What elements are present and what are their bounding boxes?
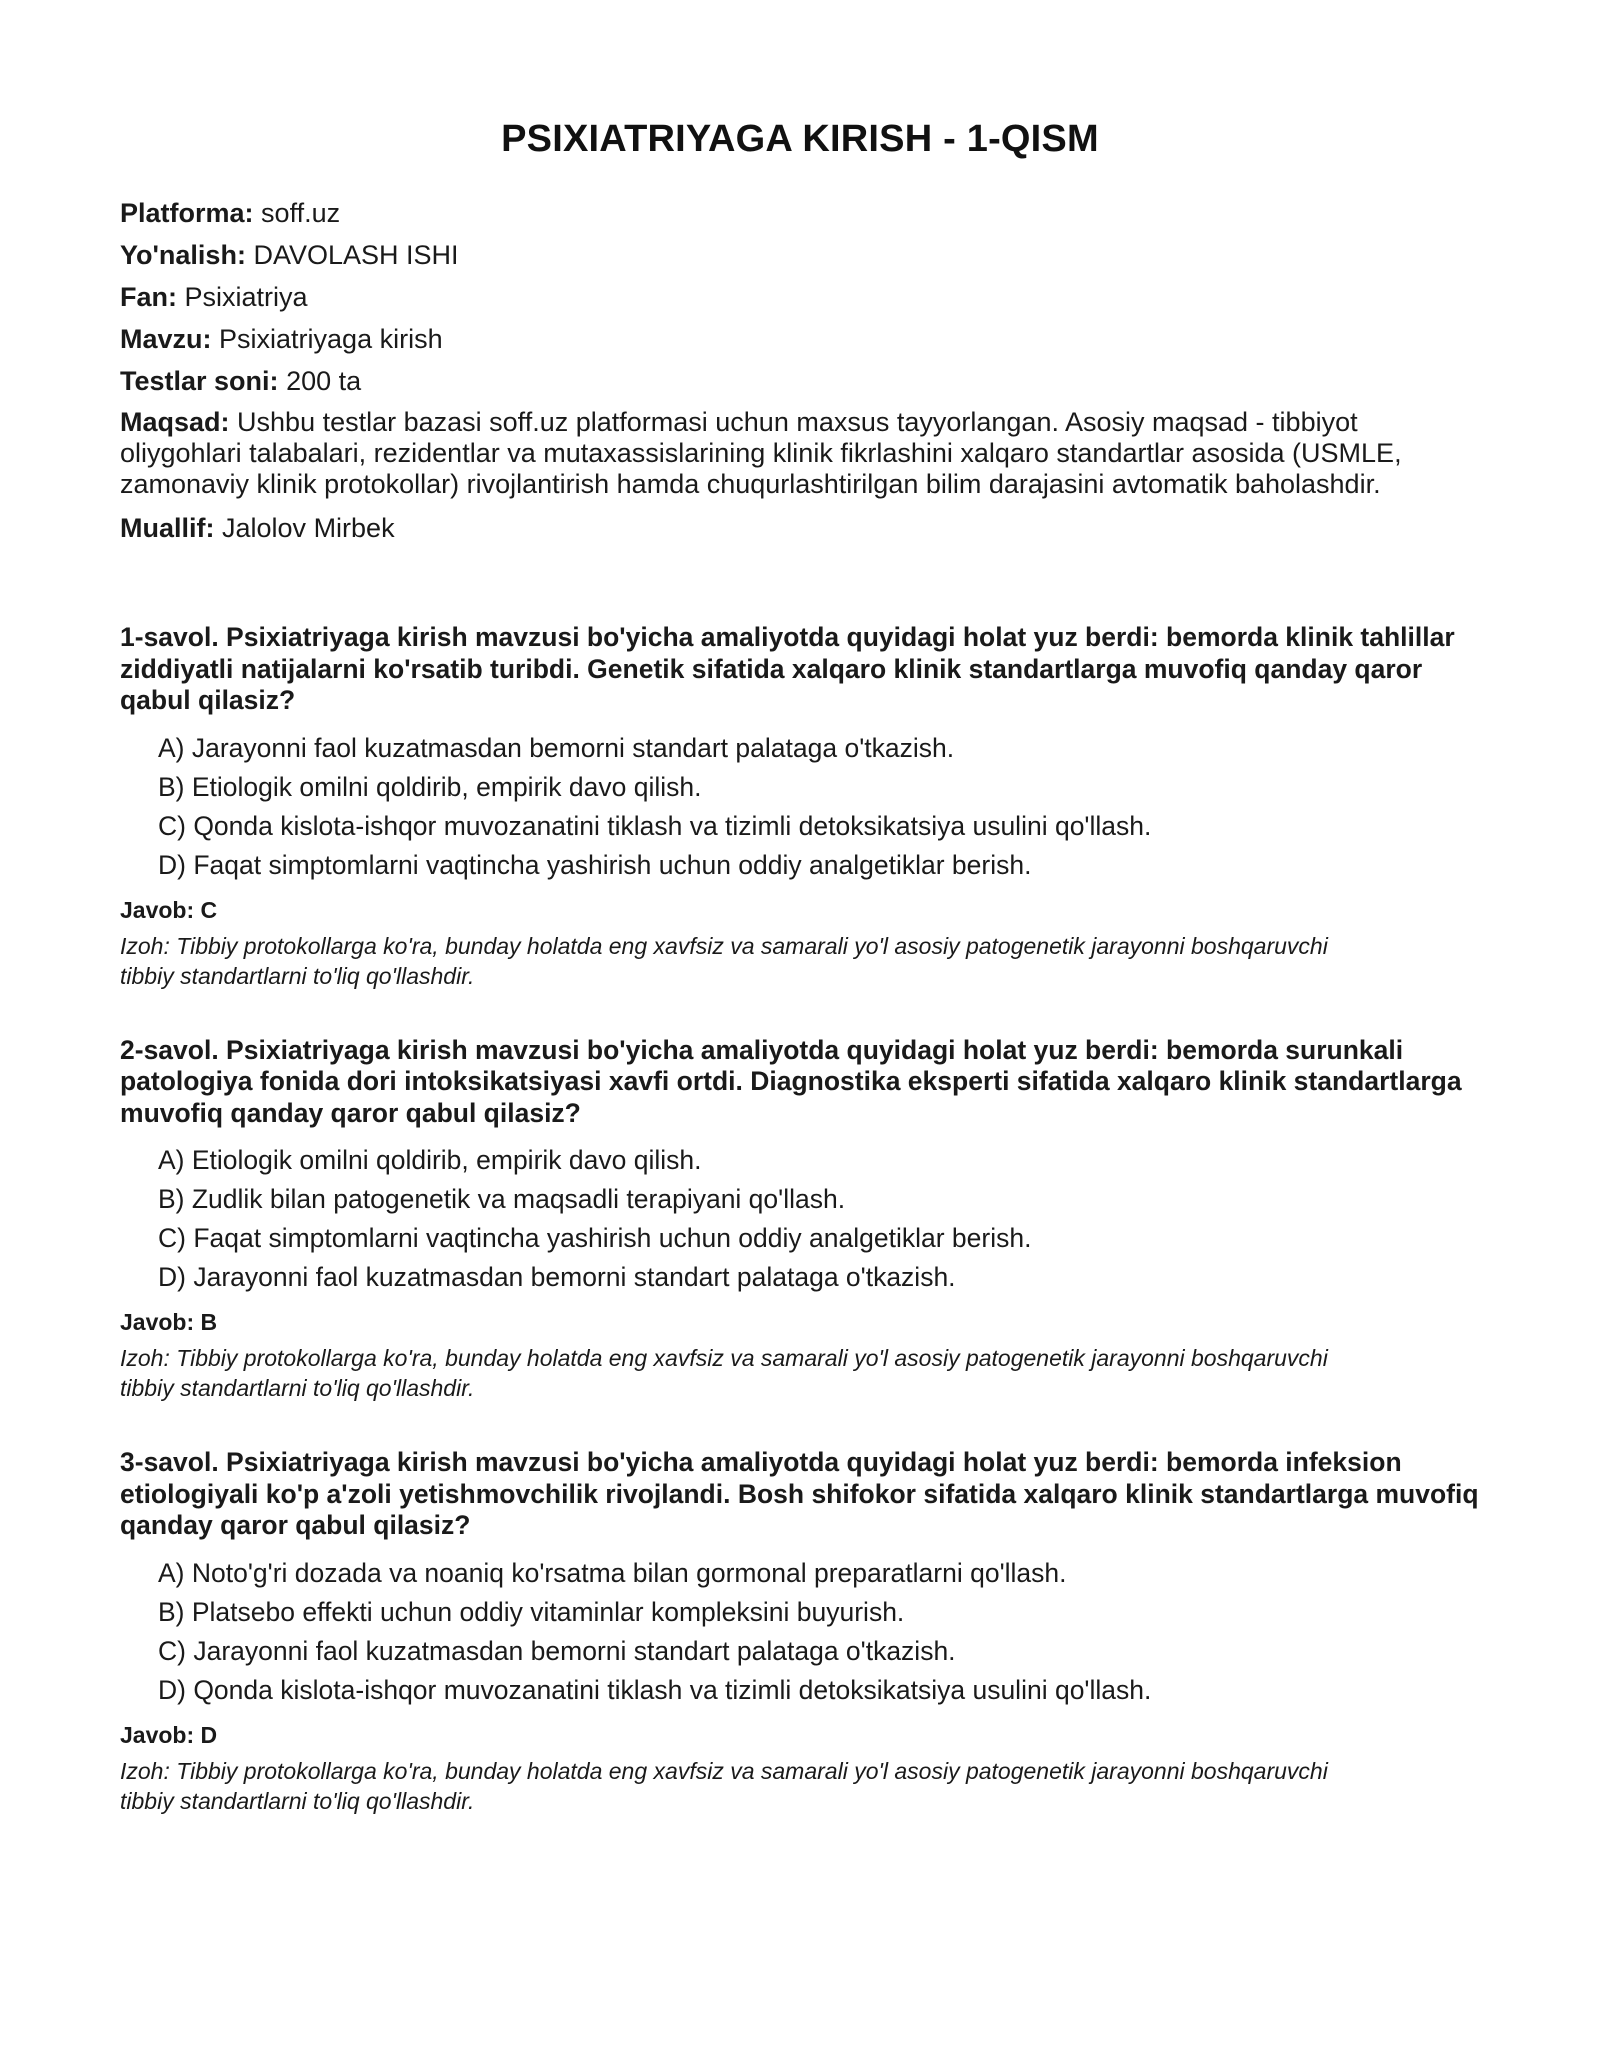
option-b: B) Platsebo effekti uchun oddiy vitaminlar kompleksini buyurish. — [158, 1596, 905, 1627]
option-b: B) Zudlik bilan patogenetik va maqsadli terapiyani qo'llash. — [158, 1184, 846, 1214]
meta-label: Fan: — [120, 282, 177, 312]
meta-label: Maqsad: — [120, 407, 230, 437]
meta-label: Muallif: — [120, 513, 215, 543]
meta-goal — [120, 407, 1480, 500]
meta-value: Jalolov Mirbek — [222, 513, 395, 543]
answer-explanation: Izoh: Tibbiy protokollarga ko'ra, bunday holatda eng xavfsiz va samarali yo'l asosiy patogenetik jarayonni boshqaruvchi tibbiy standartlarni to'liq qo'llashdir. — [120, 1345, 1328, 1401]
option-c: C) Qonda kislota-ishqor muvozanatini tiklash va tizimli detoksikatsiya usulini qo'llash. — [158, 810, 1152, 841]
meta-value: soff.uz — [261, 198, 341, 228]
option-a: A) Etiologik omilni qoldirib, empirik davo qilish. — [158, 1145, 702, 1175]
question-text: 3-savol. Psixiatriyaga kirish mavzusi bo'yicha amaliyotda quyidagi holat yuz berdi: bemorda infeksion etiologiyali ko'p a'zoli yetishmovchilik rivojlandi. Bosh shifokor sifatida xalqaro klinik standartlarga muvofiq qanday qaror qabul qilasiz? — [120, 1447, 1479, 1540]
document-meta — [120, 197, 1480, 544]
meta-label: Mavzu: — [120, 324, 212, 354]
option-a: A) Noto'g'ri dozada va noaniq ko'rsatma bilan gormonal preparatlarni qo'llash. — [158, 1557, 1067, 1588]
meta-test-count — [120, 365, 1480, 397]
option-a: A) Jarayonni faol kuzatmasdan bemorni standart palataga o'tkazish. — [158, 732, 955, 763]
question-text: 1-savol. Psixiatriyaga kirish mavzusi bo'yicha amaliyotda quyidagi holat yuz berdi: bemorda klinik tahlillar ziddiyatli natijalarni ko'rsatib turibdi. Genetik sifatida xalqaro klinik standartlarga muvofiq qanday qaror qabul qilasiz? — [120, 622, 1455, 715]
document-title: PSIXIATRIYAGA KIRISH - 1-QISM — [501, 118, 1099, 160]
meta-label: Testlar soni: — [120, 366, 279, 396]
meta-direction — [120, 239, 1480, 271]
option-d: D) Faqat simptomlarni vaqtincha yashirish uchun oddiy analgetiklar berish. — [158, 849, 1032, 880]
correct-answer: Javob: D — [120, 1721, 218, 1748]
question-1 — [120, 622, 1480, 991]
answer-options — [120, 1554, 1480, 1710]
meta-label: Yo'nalish: — [120, 240, 246, 270]
meta-author — [120, 512, 1480, 544]
meta-value: Psixiatriya — [184, 282, 308, 312]
question-text: 2-savol. Psixiatriyaga kirish mavzusi bo'yicha amaliyotda quyidagi holat yuz berdi: bemorda surunkali patologiya fonida dori intoksikatsiyasi xavfi ortdi. Diagnostika eksperti sifatida xalqaro klinik standartlarga muvofiq qanday qaror qabul qilasiz? — [120, 1034, 1462, 1128]
option-c: C) Jarayonni faol kuzatmasdan bemorni standart palataga o'tkazish. — [158, 1635, 956, 1666]
meta-value: Psixiatriyaga kirish — [219, 324, 443, 354]
correct-answer: Javob: B — [120, 1309, 218, 1335]
option-b: B) Etiologik omilni qoldirib, empirik davo qilish. — [158, 771, 702, 802]
option-d: D) Qonda kislota-ishqor muvozanatini tiklash va tizimli detoksikatsiya usulini qo'llash. — [158, 1674, 1152, 1705]
answer-options — [120, 1141, 1480, 1297]
meta-platform — [120, 197, 1480, 229]
question-list — [120, 622, 1480, 1816]
option-d: D) Jarayonni faol kuzatmasdan bemorni standart palataga o'tkazish. — [158, 1262, 956, 1292]
correct-answer: Javob: C — [120, 896, 218, 923]
answer-explanation: Izoh: Tibbiy protokollarga ko'ra, bunday holatda eng xavfsiz va samarali yo'l asosiy patogenetik jarayonni boshqaruvchi tibbiy standartlarni to'liq qo'llashdir. — [120, 1757, 1328, 1814]
meta-value: DAVOLASH ISHI — [253, 240, 459, 270]
meta-value: 200 ta — [286, 366, 362, 396]
option-c: C) Faqat simptomlarni vaqtincha yashirish uchun oddiy analgetiklar berish. — [158, 1223, 1032, 1253]
question-2 — [120, 1035, 1480, 1404]
meta-subject — [120, 281, 1480, 313]
meta-value: Ushbu testlar bazasi soff.uz platformasi uchun maxsus tayyorlangan. Asosiy maqsad - tibbiyot oliygohlari talabalari, rezidentlar va mutaxassislarining klinik fikrlashini xalqaro standartlar asosida (USMLE, zamonaviy klinik protokollar) rivojlantirish hamda chuqurlashtirilgan bilim darajasini avtomatik baholashdir. — [120, 407, 1402, 499]
question-3 — [120, 1447, 1480, 1816]
meta-topic — [120, 323, 1480, 355]
answer-explanation: Izoh: Tibbiy protokollarga ko'ra, bunday holatda eng xavfsiz va samarali yo'l asosiy patogenetik jarayonni boshqaruvchi tibbiy standartlarni to'liq qo'llashdir. — [120, 932, 1328, 989]
answer-options — [120, 729, 1480, 885]
meta-label: Platforma: — [120, 198, 254, 228]
